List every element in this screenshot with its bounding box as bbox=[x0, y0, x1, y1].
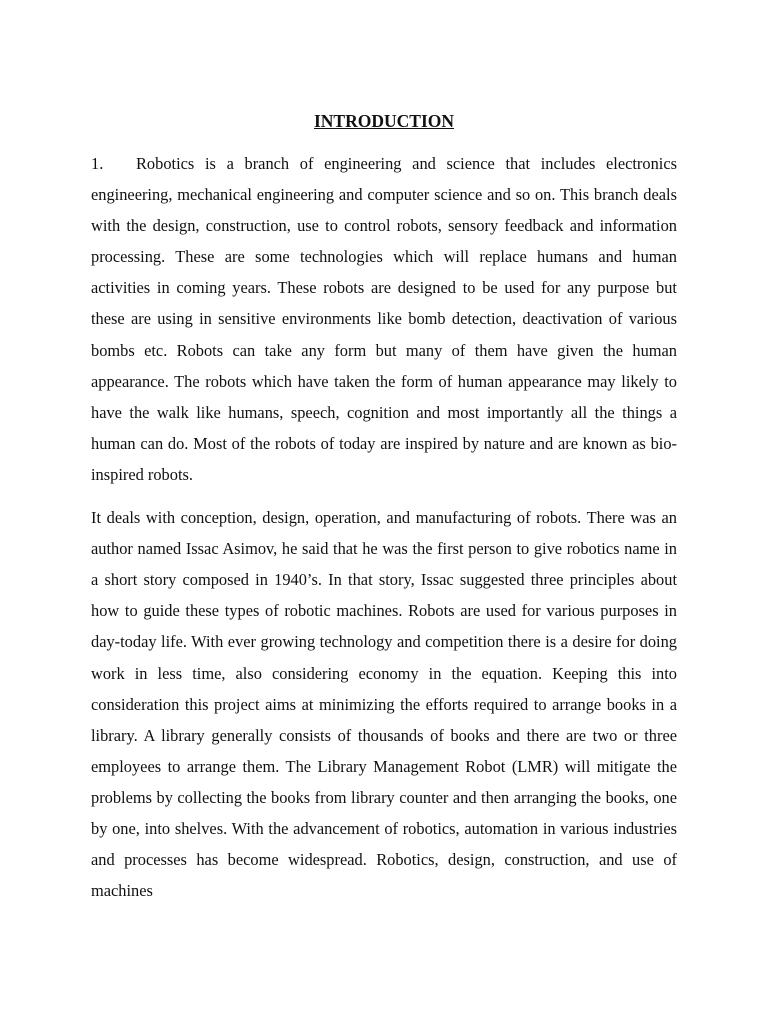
paragraph-1 bbox=[91, 148, 677, 490]
paragraph-1-text: Robotics is a branch of engineering and science that includes electronics engineering, mechanical engineering and computer science and so on. This branch deals with the design, construction, use to control robots, sensory feedback and information processing. These are some technologies which will replace humans and human activities in coming years. These robots are designed to be used for any purpose but these are using in sensitive environments like bomb detection, deactivation of various bombs etc. Robots can take any form but many of them have given the human appearance. The robots which have taken the form of human appearance may likely to have the walk like humans, speech, cognition and most importantly all the things a human can do. Most of the robots of today are inspired by nature and are known as bio-inspired robots. bbox=[91, 154, 677, 484]
paragraph-2 bbox=[91, 502, 677, 906]
paragraph-2-text: It deals with conception, design, operation, and manufacturing of robots. There was an author named Issac Asimov, he said that he was the first person to give robotics name in a short story composed in 1940’s. In that story, Issac suggested three principles about how to guide these types of robotic machines. Robots are used for various purposes in day-today life. With ever growing technology and competition there is a desire for doing work in less time, also considering economy in the equation. Keeping this into consideration this project aims at minimizing the efforts required to arrange books in a library. A library generally consists of thousands of books and there are two or three employees to arrange them. The Library Management Robot (LMR) will mitigate the problems by collecting the books from library counter and then arranging the books, one by one, into shelves. With the advancement of robotics, automation in various industries and processes has become widespread. Robotics, design, construction, and use of machines bbox=[91, 508, 677, 901]
document-page bbox=[91, 109, 677, 906]
paragraph-number: 1. bbox=[91, 154, 104, 173]
page-heading: INTRODUCTION bbox=[313, 111, 455, 131]
